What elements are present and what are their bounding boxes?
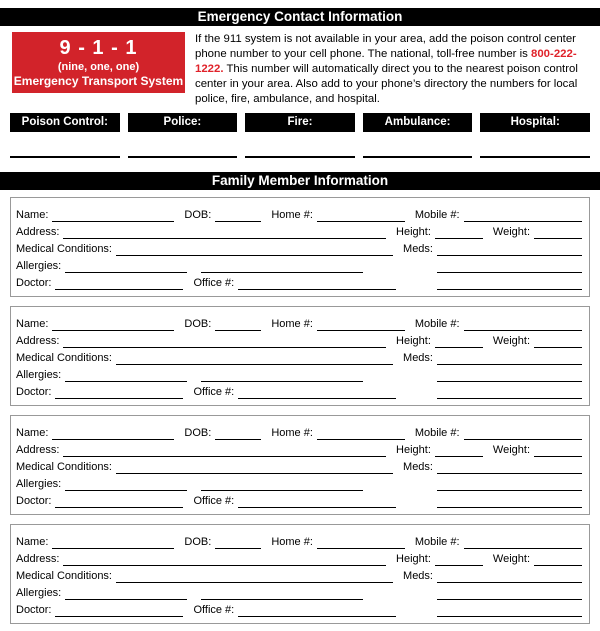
medical-conditions-field-line[interactable] xyxy=(116,462,393,474)
meds-label: Meds: xyxy=(403,570,433,582)
home-phone-label: Home #: xyxy=(271,427,313,439)
height-field-line[interactable] xyxy=(435,554,483,566)
contact-label-poison-control: Poison Control: xyxy=(10,113,120,132)
meds-field-line-2[interactable] xyxy=(437,588,582,600)
office-phone-field-line[interactable] xyxy=(238,278,396,290)
meds-field-line-3[interactable] xyxy=(437,605,582,617)
family-member-blocks xyxy=(10,197,590,624)
weight-label: Weight: xyxy=(492,444,530,456)
medical-conditions-label: Medical Conditions: xyxy=(16,461,112,473)
home-phone-field-line[interactable] xyxy=(317,210,405,222)
meds-field-line[interactable] xyxy=(437,462,582,474)
contact-label-police: Police: xyxy=(128,113,238,132)
allergies-label: Allergies: xyxy=(16,260,62,272)
member-row-name xyxy=(16,205,582,222)
mobile-phone-label: Mobile #: xyxy=(414,536,460,548)
weight-label: Weight: xyxy=(492,335,530,347)
instructions-paragraph xyxy=(195,32,592,107)
dob-field-line[interactable] xyxy=(215,210,261,222)
mobile-phone-field-line[interactable] xyxy=(464,537,582,549)
member-row-name xyxy=(16,532,582,549)
allergies-label: Allergies: xyxy=(16,587,62,599)
office-phone-label: Office #: xyxy=(193,495,235,507)
name-field-line[interactable] xyxy=(52,428,174,440)
ambulance-number-line[interactable] xyxy=(363,156,473,158)
meds-field-line[interactable] xyxy=(437,353,582,365)
medical-conditions-field-line[interactable] xyxy=(116,571,393,583)
doctor-label: Doctor: xyxy=(16,386,52,398)
address-label: Address: xyxy=(16,553,60,565)
office-phone-field-line[interactable] xyxy=(238,605,396,617)
address-field-line[interactable] xyxy=(63,445,386,457)
mobile-phone-field-line[interactable] xyxy=(464,319,582,331)
member-row-address xyxy=(16,549,582,566)
member-row-allergies xyxy=(16,583,582,600)
police-number-line[interactable] xyxy=(128,156,238,158)
dob-label: DOB: xyxy=(184,536,212,548)
doctor-field-line[interactable] xyxy=(55,605,183,617)
member-block xyxy=(10,197,590,297)
contact-labels-row xyxy=(10,113,590,132)
allergies-field-line[interactable] xyxy=(65,261,187,273)
meds-field-line[interactable] xyxy=(437,244,582,256)
intro-section xyxy=(12,32,592,107)
member-block xyxy=(10,524,590,624)
member-row-medical xyxy=(16,239,582,256)
medical-conditions-label: Medical Conditions: xyxy=(16,570,112,582)
911-number: 9 - 1 - 1 xyxy=(59,37,138,59)
poison-control-number-line[interactable] xyxy=(10,156,120,158)
name-label: Name: xyxy=(16,318,49,330)
doctor-field-line[interactable] xyxy=(55,387,183,399)
weight-label: Weight: xyxy=(492,226,530,238)
name-field-line[interactable] xyxy=(52,319,174,331)
meds-field-line-3[interactable] xyxy=(437,278,582,290)
office-phone-label: Office #: xyxy=(193,277,235,289)
dob-label: DOB: xyxy=(184,427,212,439)
home-phone-label: Home #: xyxy=(271,318,313,330)
dob-field-line[interactable] xyxy=(215,537,261,549)
member-row-allergies xyxy=(16,256,582,273)
poison-control-phone-number: 800-222-1222. xyxy=(195,48,577,75)
address-label: Address: xyxy=(16,226,60,238)
office-phone-label: Office #: xyxy=(193,386,235,398)
office-phone-field-line[interactable] xyxy=(238,496,396,508)
meds-field-line[interactable] xyxy=(437,571,582,583)
meds-label: Meds: xyxy=(403,352,433,364)
address-label: Address: xyxy=(16,335,60,347)
member-block xyxy=(10,306,590,406)
allergies-label: Allergies: xyxy=(16,369,62,381)
contact-label-fire: Fire: xyxy=(245,113,355,132)
allergies-label: Allergies: xyxy=(16,478,62,490)
dob-label: DOB: xyxy=(184,318,212,330)
hospital-number-line[interactable] xyxy=(480,156,590,158)
office-phone-label: Office #: xyxy=(193,604,235,616)
name-label: Name: xyxy=(16,209,49,221)
member-row-address xyxy=(16,440,582,457)
member-row-doctor xyxy=(16,600,582,617)
height-field-line[interactable] xyxy=(435,227,483,239)
member-row-name xyxy=(16,314,582,331)
mobile-phone-label: Mobile #: xyxy=(414,318,460,330)
doctor-label: Doctor: xyxy=(16,495,52,507)
allergies-field-line[interactable] xyxy=(65,588,187,600)
allergies-field-line[interactable] xyxy=(65,479,187,491)
contact-label-hospital: Hospital: xyxy=(480,113,590,132)
weight-label: Weight: xyxy=(492,553,530,565)
allergies-field-line-2[interactable] xyxy=(201,479,363,491)
member-row-doctor xyxy=(16,382,582,399)
name-field-line[interactable] xyxy=(52,537,174,549)
member-row-address xyxy=(16,331,582,348)
address-label: Address: xyxy=(16,444,60,456)
home-phone-field-line[interactable] xyxy=(317,537,405,549)
doctor-label: Doctor: xyxy=(16,277,52,289)
instructions-text-before: If the 911 system is not available in your area, add the poison control center phone number to your cell phone. The national, toll-free number is xyxy=(195,33,576,60)
medical-conditions-label: Medical Conditions: xyxy=(16,352,112,364)
contact-fill-lines-row xyxy=(10,156,590,158)
weight-field-line[interactable] xyxy=(534,227,582,239)
office-phone-field-line[interactable] xyxy=(238,387,396,399)
member-row-name xyxy=(16,423,582,440)
doctor-field-line[interactable] xyxy=(55,496,183,508)
911-phonetic: (nine, one, one) xyxy=(57,61,140,73)
member-row-medical xyxy=(16,348,582,365)
member-row-allergies xyxy=(16,365,582,382)
medical-conditions-label: Medical Conditions: xyxy=(16,243,112,255)
instructions-text-after: This number will automatically direct you to the nearest poison control center in your area. Also add to your phone’s directory the numbers for local police, fire, ambulance, and hospital. xyxy=(195,63,578,105)
home-phone-field-line[interactable] xyxy=(317,428,405,440)
address-field-line[interactable] xyxy=(63,554,386,566)
911-caption: Emergency Transport System xyxy=(13,74,184,88)
height-label: Height: xyxy=(396,444,431,456)
height-label: Height: xyxy=(396,553,431,565)
page-title: Emergency Contact Information xyxy=(0,8,600,26)
mobile-phone-label: Mobile #: xyxy=(414,427,460,439)
height-field-line[interactable] xyxy=(435,336,483,348)
dob-field-line[interactable] xyxy=(215,319,261,331)
mobile-phone-label: Mobile #: xyxy=(414,209,460,221)
allergies-field-line-2[interactable] xyxy=(201,588,363,600)
weight-field-line[interactable] xyxy=(534,554,582,566)
height-label: Height: xyxy=(396,226,431,238)
member-row-allergies xyxy=(16,474,582,491)
medical-conditions-field-line[interactable] xyxy=(116,244,393,256)
member-row-address xyxy=(16,222,582,239)
name-field-line[interactable] xyxy=(52,210,174,222)
member-row-medical xyxy=(16,566,582,583)
member-block xyxy=(10,415,590,515)
name-label: Name: xyxy=(16,427,49,439)
home-phone-label: Home #: xyxy=(271,209,313,221)
doctor-label: Doctor: xyxy=(16,604,52,616)
meds-field-line-2[interactable] xyxy=(437,370,582,382)
address-field-line[interactable] xyxy=(63,336,386,348)
medical-conditions-field-line[interactable] xyxy=(116,353,393,365)
address-field-line[interactable] xyxy=(63,227,386,239)
fire-number-line[interactable] xyxy=(245,156,355,158)
home-phone-label: Home #: xyxy=(271,536,313,548)
home-phone-field-line[interactable] xyxy=(317,319,405,331)
height-label: Height: xyxy=(396,335,431,347)
mobile-phone-field-line[interactable] xyxy=(464,428,582,440)
weight-field-line[interactable] xyxy=(534,445,582,457)
mobile-phone-field-line[interactable] xyxy=(464,210,582,222)
allergies-field-line[interactable] xyxy=(65,370,187,382)
allergies-field-line-2[interactable] xyxy=(201,261,363,273)
meds-field-line-3[interactable] xyxy=(437,387,582,399)
member-row-doctor xyxy=(16,491,582,508)
member-row-medical xyxy=(16,457,582,474)
family-section-title: Family Member Information xyxy=(0,172,600,190)
emergency-911-box xyxy=(12,32,185,93)
doctor-field-line[interactable] xyxy=(55,278,183,290)
weight-field-line[interactable] xyxy=(534,336,582,348)
meds-field-line-2[interactable] xyxy=(437,479,582,491)
member-row-doctor xyxy=(16,273,582,290)
meds-label: Meds: xyxy=(403,243,433,255)
meds-label: Meds: xyxy=(403,461,433,473)
dob-field-line[interactable] xyxy=(215,428,261,440)
name-label: Name: xyxy=(16,536,49,548)
meds-field-line-3[interactable] xyxy=(437,496,582,508)
contact-label-ambulance: Ambulance: xyxy=(363,113,473,132)
allergies-field-line-2[interactable] xyxy=(201,370,363,382)
height-field-line[interactable] xyxy=(435,445,483,457)
dob-label: DOB: xyxy=(184,209,212,221)
meds-field-line-2[interactable] xyxy=(437,261,582,273)
